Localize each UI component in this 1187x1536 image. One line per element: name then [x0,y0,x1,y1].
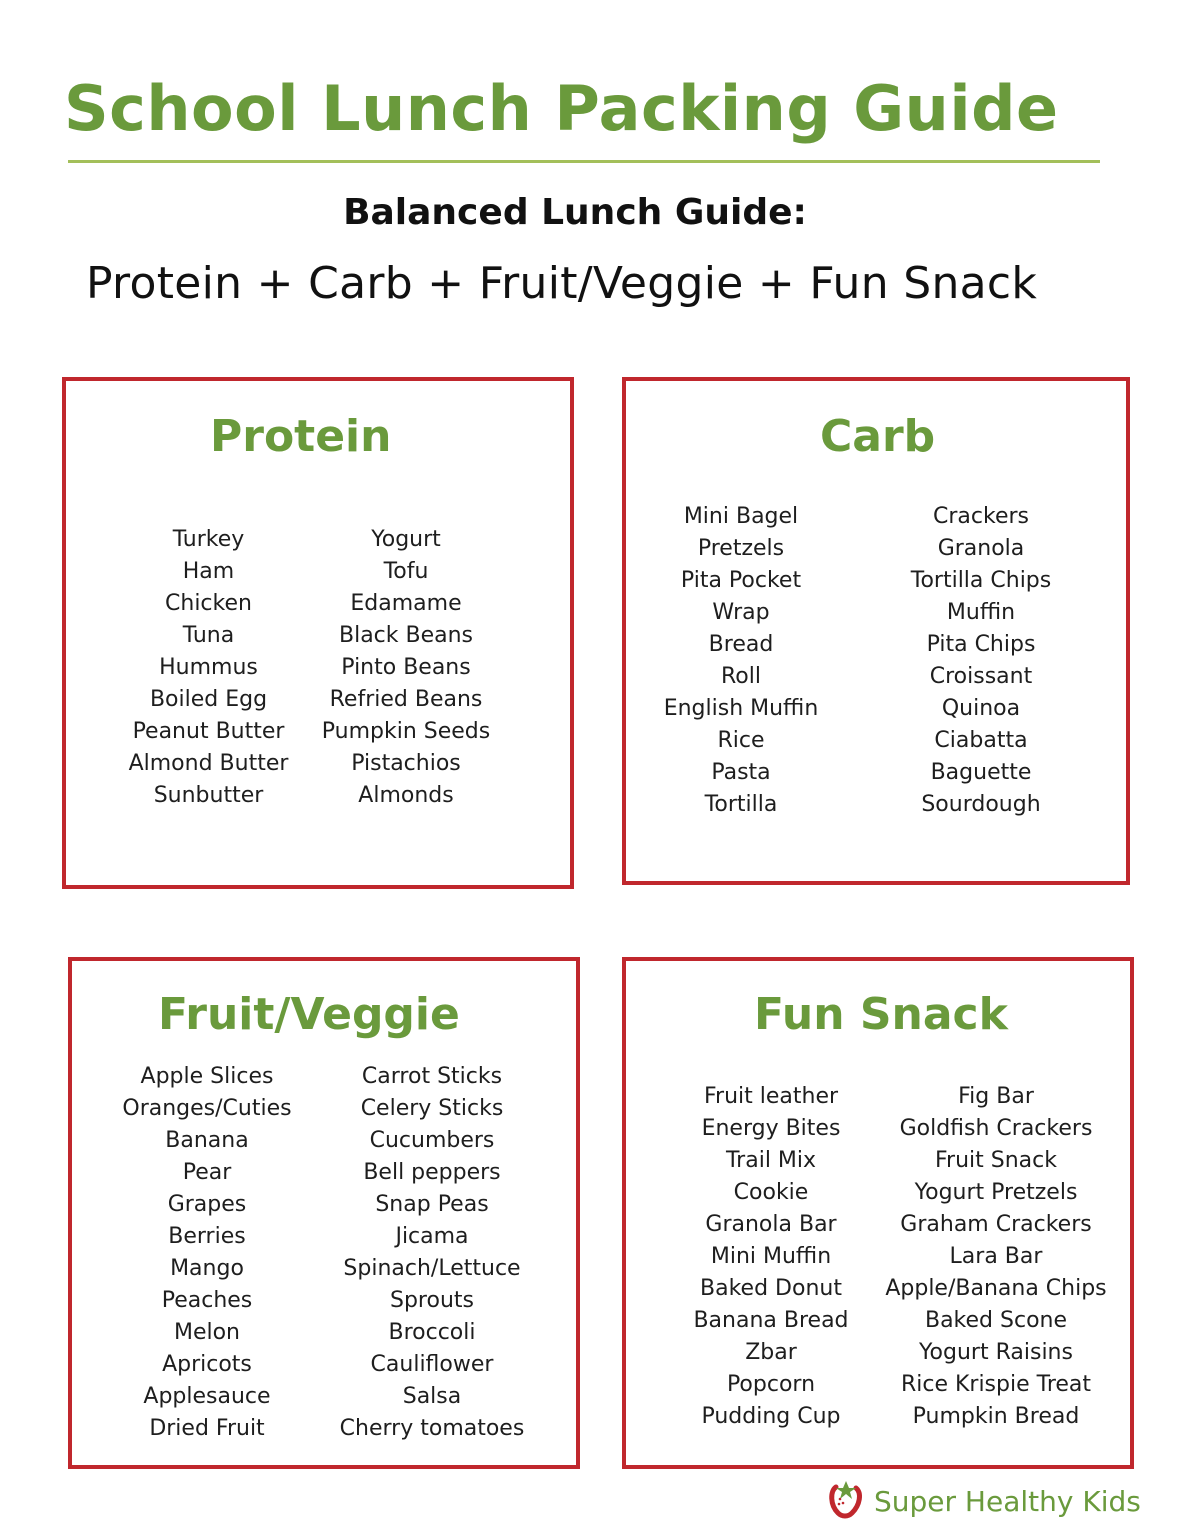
list-item: Jicama [395,1224,469,1249]
list-item: Chicken [165,591,252,616]
lunch-formula: Protein + Carb + Fruit/Veggie + Fun Snack [86,258,1038,309]
list-item: Dried Fruit [149,1416,265,1441]
list-item: Melon [173,1320,241,1345]
list-item: Banana Bread [693,1308,849,1333]
snack-list-left [666,1081,876,1433]
list-item: Tuna [182,623,235,648]
list-item: Cookie [733,1180,809,1205]
list-item: Hummus [159,655,258,680]
list-item: Bread [708,632,774,657]
fun-snack-title: Fun Snack [754,989,1008,1040]
fun-snack-box [622,957,1134,1469]
list-item: Grapes [167,1192,247,1217]
list-item: Peanut Butter [132,719,285,744]
list-item: Cucumbers [369,1128,495,1153]
list-item: Cauliflower [370,1352,494,1377]
list-item: Edamame [350,591,462,616]
list-item: Goldfish Crackers [899,1116,1093,1141]
list-item: Apricots [162,1352,252,1377]
snack-list-right [871,1081,1121,1433]
list-item: Boiled Egg [149,687,268,712]
list-item: Croissant [929,664,1033,689]
fruit-veggie-box [68,957,580,1469]
list-item: Turkey [172,527,245,552]
list-item: Sprouts [390,1288,474,1313]
title-divider [68,160,1100,163]
list-item: Spinach/Lettuce [343,1256,521,1281]
list-item: Apple/Banana Chips [885,1276,1107,1301]
list-item: Pistachios [351,751,461,776]
strawberry-icon [828,1479,864,1524]
list-item: Refried Beans [329,687,483,712]
list-item: Fruit leather [703,1084,839,1109]
list-item: Oranges/Cuties [122,1096,292,1121]
list-item: Bell peppers [363,1160,501,1185]
list-item: Crackers [933,504,1029,529]
list-item: Celery Sticks [360,1096,504,1121]
list-item: Yogurt [371,527,441,552]
list-item: Pita Chips [926,632,1036,657]
list-item: Carrot Sticks [361,1064,503,1089]
list-item: Applesauce [143,1384,271,1409]
carb-list-left [636,501,846,821]
list-item: Mini Bagel [683,504,799,529]
list-item: Energy Bites [701,1116,841,1141]
carb-box [622,377,1130,885]
list-item: Almond Butter [128,751,289,776]
list-item: Granola Bar [705,1212,837,1237]
protein-list-right [306,524,506,812]
list-item: Broccoli [388,1320,476,1345]
list-item: Fruit Snack [935,1148,1057,1173]
list-item: Rice [717,728,765,753]
list-item: Pretzels [697,536,785,561]
protein-list-left [106,524,311,812]
subtitle: Balanced Lunch Guide: [343,192,807,233]
list-item: Ham [182,559,235,584]
list-item: Granola [937,536,1025,561]
list-item: Tofu [383,559,429,584]
list-item: Baguette [930,760,1032,785]
list-item: Peaches [161,1288,253,1313]
list-item: Muffin [946,600,1016,625]
protein-title: Protein [210,411,392,462]
list-item: Sourdough [921,792,1041,817]
list-item: Rice Krispie Treat [900,1372,1092,1397]
list-item: Baked Scone [924,1308,1068,1333]
carb-list-right [876,501,1086,821]
list-item: Sunbutter [153,783,264,808]
list-item: Banana [165,1128,249,1153]
list-item: Zbar [745,1340,797,1365]
protein-box [62,377,574,889]
list-item: Apple Slices [140,1064,274,1089]
list-item: Mini Muffin [710,1244,832,1269]
list-item: Pear [182,1160,232,1185]
list-item: Ciabatta [934,728,1028,753]
carb-title: Carb [820,411,936,462]
list-item: Cherry tomatoes [339,1416,525,1441]
list-item: Pinto Beans [341,655,471,680]
page-title: School Lunch Packing Guide [64,72,1059,145]
list-item: Yogurt Raisins [919,1340,1073,1365]
list-item: Graham Crackers [900,1212,1092,1237]
list-item: Pudding Cup [701,1404,841,1429]
list-item: Pumpkin Seeds [321,719,491,744]
list-item: Fig Bar [958,1084,1034,1109]
list-item: Almonds [358,783,454,808]
list-item: Tortilla Chips [910,568,1052,593]
list-item: Pita Pocket [680,568,802,593]
fruit-veggie-title: Fruit/Veggie [158,989,460,1040]
list-item: Quinoa [941,696,1021,721]
list-item: Mango [170,1256,244,1281]
list-item: Pumpkin Bread [912,1404,1080,1429]
veggie-list-right [317,1061,547,1445]
fruit-list-left [102,1061,312,1445]
list-item: Roll [721,664,761,689]
brand-name: Super Healthy Kids [874,1484,1141,1518]
list-item: Black Beans [338,623,474,648]
list-item: Lara Bar [949,1244,1043,1269]
list-item: Salsa [402,1384,462,1409]
list-item: Wrap [712,600,770,625]
list-item: Yogurt Pretzels [914,1180,1078,1205]
list-item: Tortilla [704,792,778,817]
list-item: Baked Donut [700,1276,842,1301]
list-item: English Muffin [663,696,819,721]
list-item: Popcorn [726,1372,816,1397]
list-item: Pasta [711,760,771,785]
list-item: Trail Mix [725,1148,817,1173]
list-item: Berries [168,1224,246,1249]
brand-logo[interactable] [828,1478,1141,1524]
list-item: Snap Peas [375,1192,489,1217]
